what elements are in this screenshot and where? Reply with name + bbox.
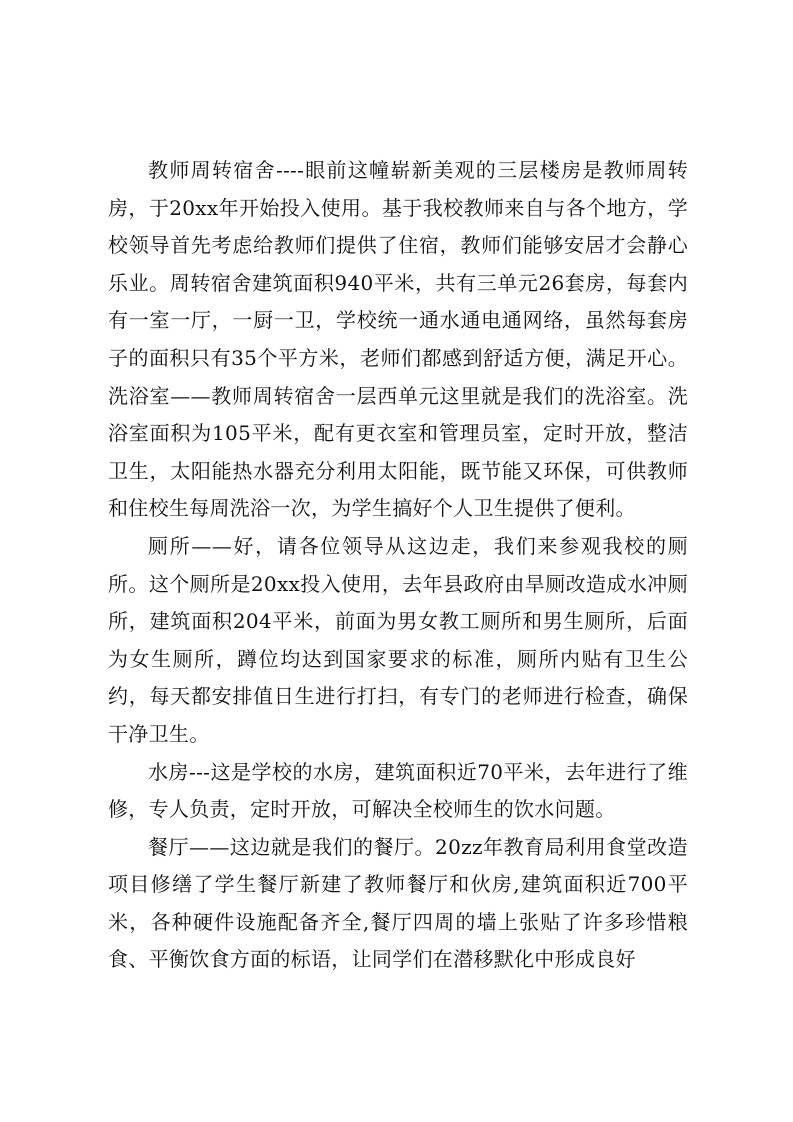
- paragraph-water-room: 水房---这是学校的水房，建筑面积近70平米，去年进行了维修，专人负责，定时开放，可解决全校师生的饮水问题。: [108, 759, 688, 822]
- paragraph-canteen: 餐厅——这边就是我们的餐厅。20zz年教育局利用食堂改造项目修缮了学生餐厅新建了教师餐厅和伙房,建筑面积近700平米，各种硬件设施配备齐全,餐厅四周的墙上张贴了许多珍惜粮食、平衡饮食方面的标语，让同学们在潜移默化中形成良好: [108, 834, 688, 972]
- body-text: [108, 152, 688, 979]
- paragraph-dormitory-bathhouse: 教师周转宿舍----眼前这幢崭新美观的三层楼房是教师周转房，于20xx年开始投入使用。基于我校教师来自与各个地方，学校领导首先考虑给教师们提供了住宿，教师们能够安居才会静心乐业。周转宿舍建筑面积940平米，共有三单元26套房，每套内有一室一厅，一厨一卫，学校统一通水通电通网络，虽然每套房子的面积只有35个平方米，老师们都感到舒适方便，满足开心。洗浴室——教师周转宿舍一层西单元这里就是我们的洗浴室。洗浴室面积为105平米，配有更衣室和管理员室，定时开放，整洁卫生，太阳能热水器充分利用太阳能，既节能又环保，可供教师和住校生每周洗浴一次，为学生搞好个人卫生提供了便利。: [108, 158, 688, 521]
- paragraph-toilet: 厕所——好，请各位领导从这边走，我们来参观我校的厕所。这个厕所是20xx投入使用，去年县政府由旱厕改造成水冲厕所，建筑面积204平米，前面为男女教工厕所和男生厕所，后面为女生厕所，蹲位均达到国家要求的标准，厕所内贴有卫生公约，每天都安排值日生进行打扫，有专门的老师进行检查，确保干净卫生。: [108, 533, 688, 746]
